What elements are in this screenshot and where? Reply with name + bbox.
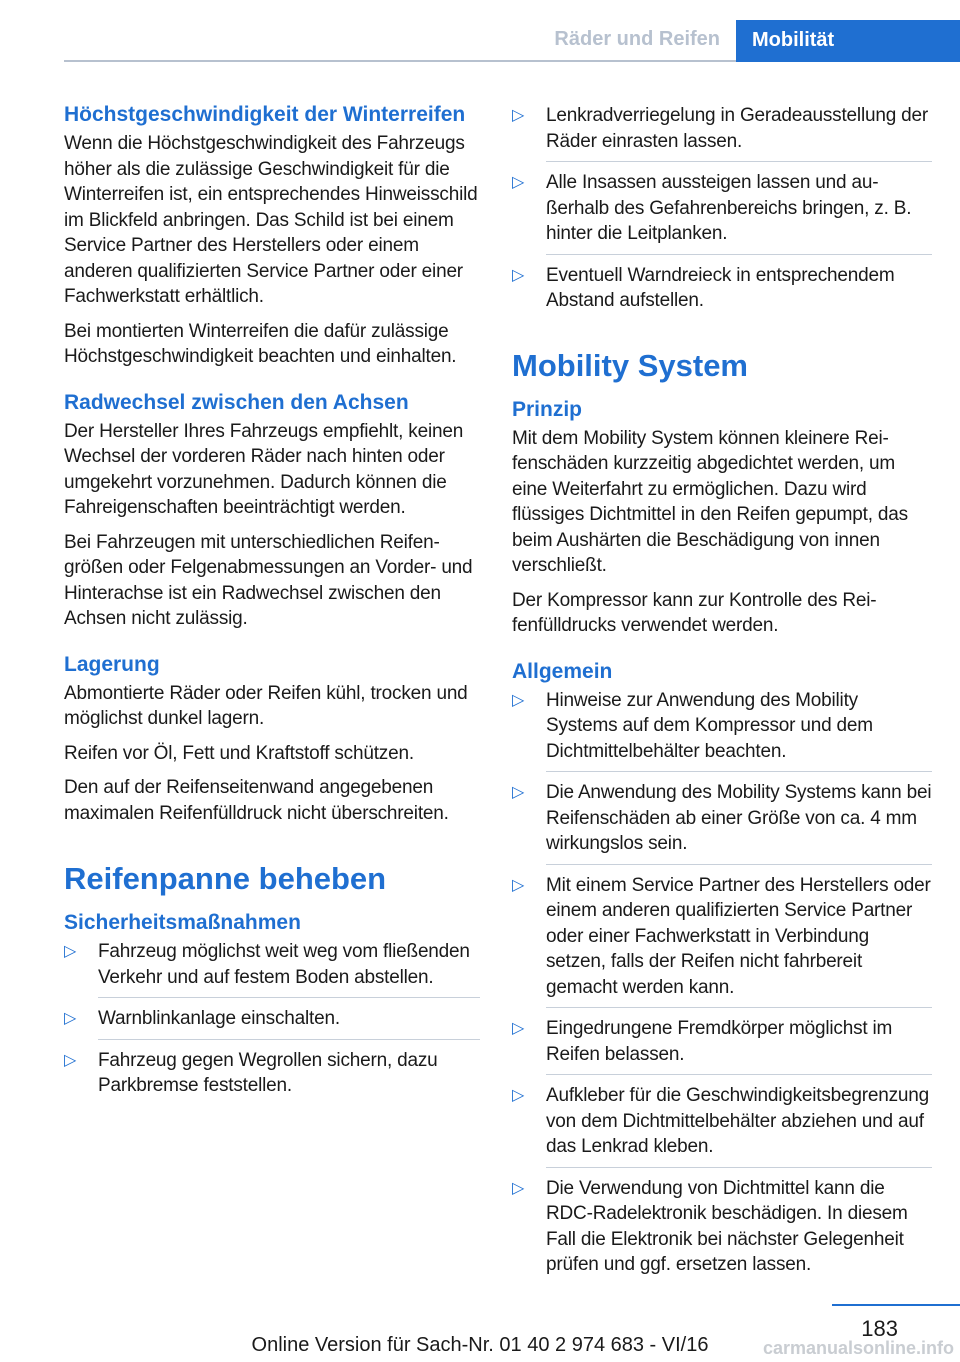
paragraph: Abmontierte Räder oder Reifen kühl, trocken und möglichst dunkel lagern. xyxy=(64,682,468,729)
chapter-heading-flat-tire: Reifenpanne beheben xyxy=(64,861,387,896)
paragraph: Den auf der Reifenseitenwand angegebenen maximalen Reifenfülldruck nicht überschreiten. xyxy=(64,777,449,824)
triangle-bullet-icon: ▷ xyxy=(64,943,77,960)
triangle-bullet-icon: ▷ xyxy=(64,1010,77,1027)
chapter-tab: Mobilität xyxy=(736,20,960,62)
paragraph: Mit dem Mobility System können kleinere Reifenschäden kurzzeitig abgedichtet werden, um eine Weiterfahrt zu ermöglichen. Dazu wird flüssiges Dichtmittel in den Reifen gepumpt, das beim Aushärten die Beschädigung von innen verschließt. xyxy=(512,427,908,576)
list-item: ▷ Hinweise zur Anwendung des Mobility Systems auf dem Kompressor und dem Dichtmittelbehälter beachten. xyxy=(512,688,932,773)
watermark: carmanualsonline.info xyxy=(762,1338,954,1358)
section-heading-storage: Lagerung xyxy=(64,652,160,676)
list-item: ▷ Warnblinkanlage einschalten. xyxy=(64,1006,480,1040)
paragraph: Der Kompressor kann zur Kontrolle des Reifenfülldrucks verwendet werden. xyxy=(512,589,877,636)
right-column xyxy=(512,103,932,1286)
chapter-heading-mobility-system: Mobility System xyxy=(512,347,748,383)
triangle-bullet-icon: ▷ xyxy=(512,876,525,894)
list-item: ▷ Lenkradverriegelung in Geradeausstellung der Räder einrasten lassen. xyxy=(512,103,932,162)
triangle-bullet-icon: ▷ xyxy=(64,1051,77,1069)
list-item: ▷ Eventuell Warndreieck in entsprechendem Abstand aufstellen. xyxy=(512,264,895,311)
section-heading-safety: Sicherheitsmaßnahmen xyxy=(64,911,301,934)
list-item: ▷ Die Verwendung von Dichtmittel kann die RDC-Radelektronik beschädigen. In diesem Fall die Elektronik bei nächster Gelegenheit prüfen und ggf. ersetzen lassen. xyxy=(512,1177,908,1275)
footer-rule xyxy=(832,1304,960,1306)
list-item: ▷ Mit einem Service Partner des Herstellers oder einem anderen qualifizierten Service Partner oder einer Fachwerkstatt in Verbindung setzen, falls der Reifen nicht fahrbereit gemacht werden kann. xyxy=(512,873,932,1009)
page-header xyxy=(0,0,960,62)
list-item: ▷ Aufkleber für die Geschwindigkeitsbegrenzung von dem Dichtmittelbehälter abziehen und auf das Lenkrad kleben. xyxy=(512,1083,932,1168)
triangle-bullet-icon: ▷ xyxy=(512,1179,525,1197)
list-item: ▷ Fahrzeug möglichst weit weg vom fließenden Verkehr und auf festem Boden abstellen. xyxy=(64,939,480,998)
triangle-bullet-icon: ▷ xyxy=(512,784,525,801)
triangle-bullet-icon: ▷ xyxy=(512,266,525,284)
section-heading-winter-speed: Höchstgeschwindigkeit der Winterreifen xyxy=(64,103,466,126)
section-heading-general: Allgemein xyxy=(512,659,613,683)
list-item: ▷ Alle Insassen aussteigen lassen und außerhalb des Gefahrenbereichs bringen, z. B. hinter die Leitplanken. xyxy=(512,170,932,255)
paragraph: Wenn die Höchstgeschwindigkeit des Fahrzeugs höher als die zulässige Geschwindigkeit für die Winterreifen ist, ein entsprechendes Hinweisschild im Blickfeld anbringen. Das Schild ist bei einem Service Partner des Herstellers oder einem anderen qualifizierten Service Partner oder einer Fachwerkstatt erhältlich. xyxy=(64,133,478,307)
section-heading-wheel-rotation: Radwechsel zwischen den Achsen xyxy=(64,390,409,414)
paragraph: Reifen vor Öl, Fett und Kraftstoff schützen. xyxy=(64,742,414,764)
paragraph: Der Hersteller Ihres Fahrzeugs empfiehlt, keinen Wechsel der vorderen Räder nach hinten oder umgekehrt vorzunehmen. Dadurch können die Fahreigenschaften beeinträchtigt werden. xyxy=(64,420,464,518)
list-item: ▷ Eingedrungene Fremdkörper möglichst im Reifen belassen. xyxy=(512,1016,932,1075)
general-list xyxy=(512,688,932,1278)
safety-list xyxy=(64,939,480,1099)
list-item: ▷ Fahrzeug gegen Wegrollen sichern, dazu Parkbremse feststellen. xyxy=(64,1049,438,1096)
section-heading-principle: Prinzip xyxy=(512,397,583,421)
triangle-bullet-icon: ▷ xyxy=(512,1087,525,1104)
triangle-bullet-icon: ▷ xyxy=(512,174,525,191)
page-number: 183 xyxy=(861,1316,898,1341)
header-rule xyxy=(64,60,736,62)
paragraph: Bei Fahrzeugen mit unterschiedlichen Reifengrößen oder Felgenabmessungen an Vorder- und Hinterachse ist ein Radwechsel zwischen den Achsen nicht zulässig. xyxy=(64,531,473,629)
triangle-bullet-icon: ▷ xyxy=(512,1020,525,1037)
list-item: ▷ Die Anwendung des Mobility Systems kann bei Reifenschäden ab einer Größe von ca. 4 mm wirkungslos sein. xyxy=(512,780,932,865)
left-column xyxy=(64,103,480,1107)
triangle-bullet-icon: ▷ xyxy=(512,107,525,124)
online-version-note: Online Version für Sach-Nr. 01 40 2 974 683 - VI/16 xyxy=(251,1334,709,1356)
paragraph: Bei montierten Winterreifen die dafür zulässige Höchstgeschwindigkeit beachten und einhalten. xyxy=(64,320,457,367)
safety-list-continued xyxy=(512,103,932,314)
triangle-bullet-icon: ▷ xyxy=(512,691,525,709)
breadcrumb: Räder und Reifen xyxy=(554,28,720,50)
